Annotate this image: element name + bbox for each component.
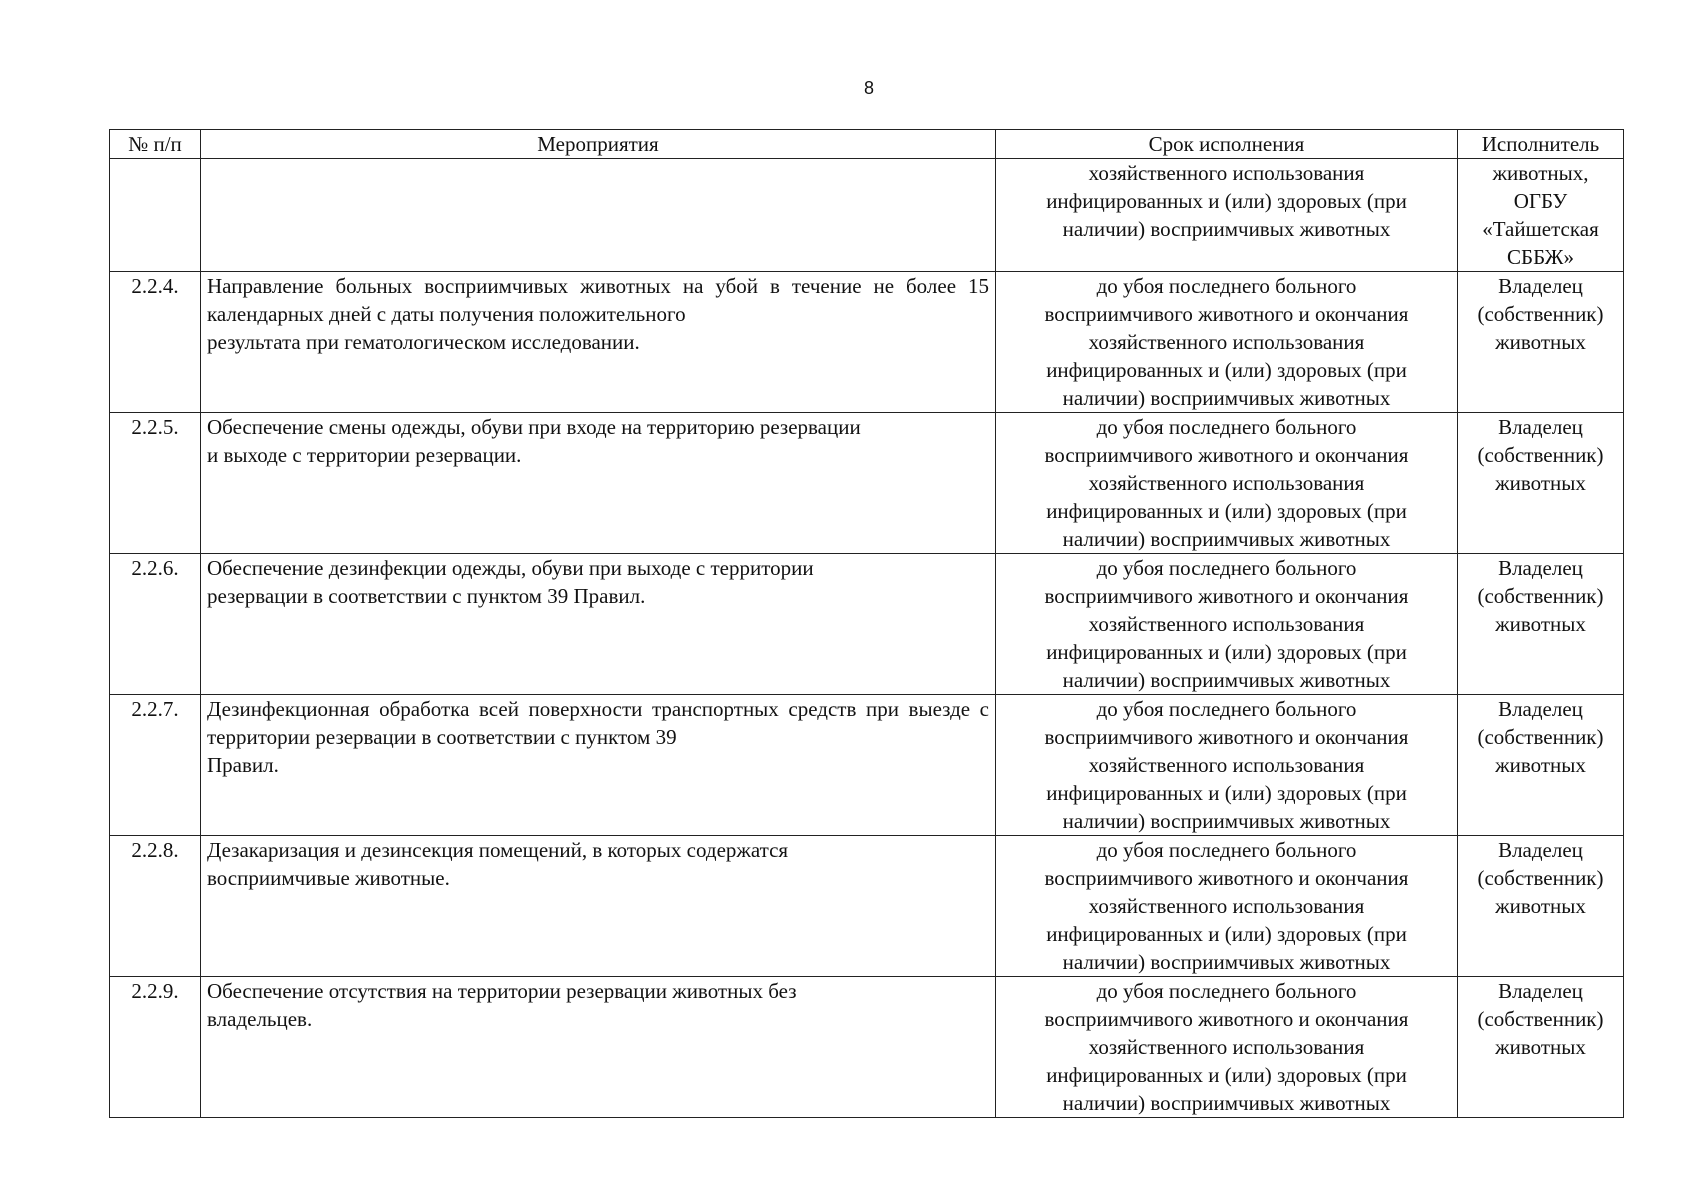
executor-line: (собственник) [1477, 1007, 1604, 1031]
cell-num: 2.2.9. [110, 977, 201, 1118]
executor-line: Владелец [1498, 274, 1583, 298]
cell-executor [1458, 413, 1624, 554]
activity-text: Направление больных восприимчивых животных на убой в течение не более 15 календарных дней с даты получения положительного [207, 274, 989, 326]
activity-last-line: результата при гематологическом исследовании. [207, 330, 640, 354]
executor-line: животных [1495, 471, 1586, 495]
executor-line: животных [1495, 753, 1586, 777]
activity-last-line: восприимчивые животные. [207, 866, 450, 890]
table-row [110, 695, 1624, 836]
term-line: инфицированных и (или) здоровых (при [1046, 640, 1407, 664]
cell-term [996, 272, 1458, 413]
term-line: наличии) восприимчивых животных [1062, 950, 1391, 974]
cell-activity [201, 695, 996, 836]
executor-line: животных [1495, 1035, 1586, 1059]
executor-line: Владелец [1498, 838, 1583, 862]
term-line: до убоя последнего больного [1096, 415, 1357, 439]
cell-executor [1458, 159, 1624, 272]
term-line: наличии) восприимчивых животных [1062, 217, 1391, 241]
activity-text: Дезинфекционная обработка всей поверхности транспортных средств при выезде с территории резервации в соответствии с пунктом 39 [207, 697, 989, 749]
term-line: наличии) восприимчивых животных [1062, 527, 1391, 551]
activity-last-line: резервации в соответствии с пунктом 39 Правил. [207, 584, 646, 608]
activity-text: Обеспечение отсутствия на территории резервации животных без [207, 979, 797, 1003]
cell-executor [1458, 977, 1624, 1118]
term-line: восприимчивого животного и окончания [1044, 1007, 1409, 1031]
term-line: инфицированных и (или) здоровых (при [1046, 189, 1407, 213]
cell-activity [201, 977, 996, 1118]
cell-num: 2.2.4. [110, 272, 201, 413]
term-line: хозяйственного использования [1088, 1035, 1365, 1059]
header-activities: Мероприятия [201, 130, 996, 159]
activity-last-line: и выходе с территории резервации. [207, 443, 522, 467]
cell-executor [1458, 695, 1624, 836]
term-line: восприимчивого животного и окончания [1044, 725, 1409, 749]
term-line: хозяйственного использования [1088, 161, 1365, 185]
executor-line: (собственник) [1477, 866, 1604, 890]
activity-text: Обеспечение смены одежды, обуви при входе на территорию резервации [207, 415, 861, 439]
table-row [110, 272, 1624, 413]
cell-term [996, 159, 1458, 272]
activity-text: Дезакаризация и дезинсекция помещений, в которых содержатся [207, 838, 789, 862]
term-line: до убоя последнего больного [1096, 697, 1357, 721]
cell-num: 2.2.6. [110, 554, 201, 695]
executor-line: ОГБУ [1513, 189, 1568, 213]
executor-line: Владелец [1498, 415, 1583, 439]
executor-line: СББЖ» [1507, 245, 1574, 269]
measures-table [109, 129, 1624, 1118]
executor-line: Владелец [1498, 979, 1583, 1003]
cell-activity [201, 413, 996, 554]
term-line: восприимчивого животного и окончания [1044, 866, 1409, 890]
term-line: хозяйственного использования [1088, 471, 1365, 495]
executor-line: животных, [1492, 161, 1589, 185]
term-line: наличии) восприимчивых животных [1062, 1091, 1391, 1115]
cell-num [110, 159, 201, 272]
table-header-row [110, 130, 1624, 159]
executor-line: Владелец [1498, 697, 1583, 721]
cell-executor [1458, 272, 1624, 413]
term-line: хозяйственного использования [1088, 330, 1365, 354]
term-line: до убоя последнего больного [1096, 979, 1357, 1003]
cell-term [996, 977, 1458, 1118]
term-line: инфицированных и (или) здоровых (при [1046, 358, 1407, 382]
term-line: инфицированных и (или) здоровых (при [1046, 922, 1407, 946]
term-line: до убоя последнего больного [1096, 838, 1357, 862]
executor-line: «Тайшетская [1482, 217, 1599, 241]
cell-activity [201, 272, 996, 413]
term-line: инфицированных и (или) здоровых (при [1046, 499, 1407, 523]
term-line: инфицированных и (или) здоровых (при [1046, 781, 1407, 805]
cell-term [996, 413, 1458, 554]
term-line: хозяйственного использования [1088, 894, 1365, 918]
header-num: № п/п [110, 130, 201, 159]
activity-last-line: владельцев. [207, 1007, 313, 1031]
table-row [110, 413, 1624, 554]
executor-line: (собственник) [1477, 584, 1604, 608]
executor-line: животных [1495, 894, 1586, 918]
term-line: инфицированных и (или) здоровых (при [1046, 1063, 1407, 1087]
cell-num: 2.2.7. [110, 695, 201, 836]
cell-term [996, 554, 1458, 695]
executor-line: Владелец [1498, 556, 1583, 580]
term-line: восприимчивого животного и окончания [1044, 302, 1409, 326]
executor-line: (собственник) [1477, 725, 1604, 749]
cell-term [996, 695, 1458, 836]
cell-activity [201, 554, 996, 695]
continuation-row [110, 159, 1624, 272]
cell-term [996, 836, 1458, 977]
cell-executor [1458, 554, 1624, 695]
executor-line: (собственник) [1477, 443, 1604, 467]
executor-line: животных [1495, 330, 1586, 354]
executor-line: животных [1495, 612, 1586, 636]
cell-activity [201, 159, 996, 272]
table-row [110, 554, 1624, 695]
cell-num: 2.2.8. [110, 836, 201, 977]
header-term: Срок исполнения [996, 130, 1458, 159]
page-number: 8 [863, 78, 874, 98]
table-row [110, 977, 1624, 1118]
term-line: наличии) восприимчивых животных [1062, 668, 1391, 692]
executor-line: (собственник) [1477, 302, 1604, 326]
activity-last-line: Правил. [207, 753, 279, 777]
term-line: до убоя последнего больного [1096, 556, 1357, 580]
term-line: хозяйственного использования [1088, 753, 1365, 777]
cell-executor [1458, 836, 1624, 977]
cell-activity [201, 836, 996, 977]
term-line: до убоя последнего больного [1096, 274, 1357, 298]
term-line: наличии) восприимчивых животных [1062, 386, 1391, 410]
term-line: восприимчивого животного и окончания [1044, 584, 1409, 608]
term-line: наличии) восприимчивых животных [1062, 809, 1391, 833]
cell-num: 2.2.5. [110, 413, 201, 554]
table-row [110, 836, 1624, 977]
activity-text: Обеспечение дезинфекции одежды, обуви при выходе с территории [207, 556, 814, 580]
header-executor: Исполнитель [1458, 130, 1624, 159]
term-line: хозяйственного использования [1088, 612, 1365, 636]
term-line: восприимчивого животного и окончания [1044, 443, 1409, 467]
